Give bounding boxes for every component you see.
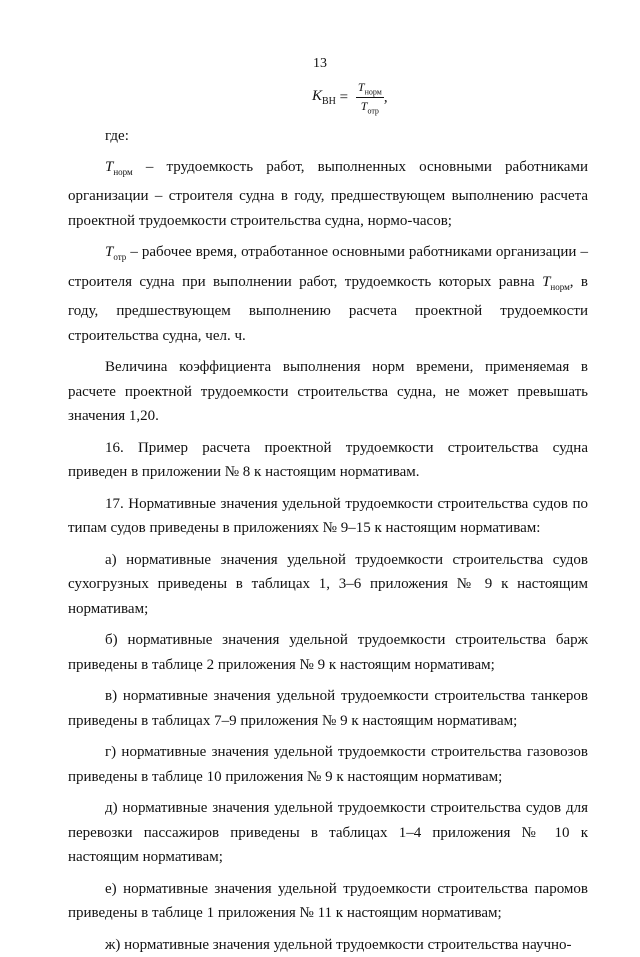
item-zh: ж) нормативные значения удельной трудоемкости строительства научно- — [68, 933, 588, 957]
formula-fraction — [356, 80, 384, 116]
formula-equals: = — [336, 89, 352, 105]
symbol-totr: $T_{отр}$ — [105, 244, 126, 260]
symbol-tnorm: $T_{норм}$ — [105, 159, 133, 175]
paragraph-16: 16. Пример расчета проектной трудоемкости строительства судна приведен в приложении № 8 к настоящим нормативам. — [68, 436, 588, 485]
item-v: в) нормативные значения удельной трудоемкости строительства танкеров приведены в таблицах 7–9 приложения № 9 к настоящим нормативам; — [68, 684, 588, 733]
definition-totr: $T_{отр}$ – рабочее время, отработанное основными работниками организации – строителя судна при выполнении работ, трудоемкость которых равна $T_{норм}$, в году, предшествующем выполнению расчета проектной трудоемкости строительства судна, чел. ч. — [68, 240, 588, 348]
item-b: б) нормативные значения удельной трудоемкости строительства барж приведены в таблице 2 приложения № 9 к настоящим нормативам; — [68, 628, 588, 677]
definition-tnorm: $T_{норм}$ – трудоемкость работ, выполненных основными работниками организации – строителя судна в году, предшествующем выполнению расчета проектной трудоемкости строительства судна, нормо-часов; — [68, 155, 588, 234]
fraction-numerator: $T_{норм}$ — [356, 80, 384, 98]
item-g: г) нормативные значения удельной трудоемкости строительства газовозов приведены в таблице 10 приложения № 9 к настоящим нормативам; — [68, 740, 588, 789]
paragraph-17: 17. Нормативные значения удельной трудоемкости строительства судов по типам судов приведены в приложениях № 9–15 к настоящим нормативам: — [68, 492, 588, 541]
page-number: 13 — [0, 56, 640, 72]
formula-comma: , — [384, 89, 388, 105]
formula-kvn — [312, 80, 388, 116]
item-d: д) нормативные значения удельной трудоемкости строительства судов для перевозки пассажиров приведены в таблицах 1–4 приложения № 10 к настоящим нормативам; — [68, 796, 588, 870]
item-e: е) нормативные значения удельной трудоемкости строительства паромов приведены в таблице 1 приложения № 11 к настоящим нормативам; — [68, 877, 588, 926]
item-a: а) нормативные значения удельной трудоемкости строительства судов сухогрузных приведены в таблицах 1, 3–6 приложения № 9 к настоящим нормативам; — [68, 548, 588, 622]
symbol-tnorm-inline: $T_{норм}$ — [542, 274, 570, 290]
formula-lhs: $K_{ВН}$ — [312, 88, 336, 104]
fraction-denominator: $T_{отр}$ — [356, 98, 384, 115]
document-body — [68, 118, 588, 957]
where-label: где: — [68, 124, 588, 149]
paragraph-coefficient: Величина коэффициента выполнения норм времени, применяемая в расчете проектной трудоемкости строительства судна, не может превышать значения 1,20. — [68, 355, 588, 429]
